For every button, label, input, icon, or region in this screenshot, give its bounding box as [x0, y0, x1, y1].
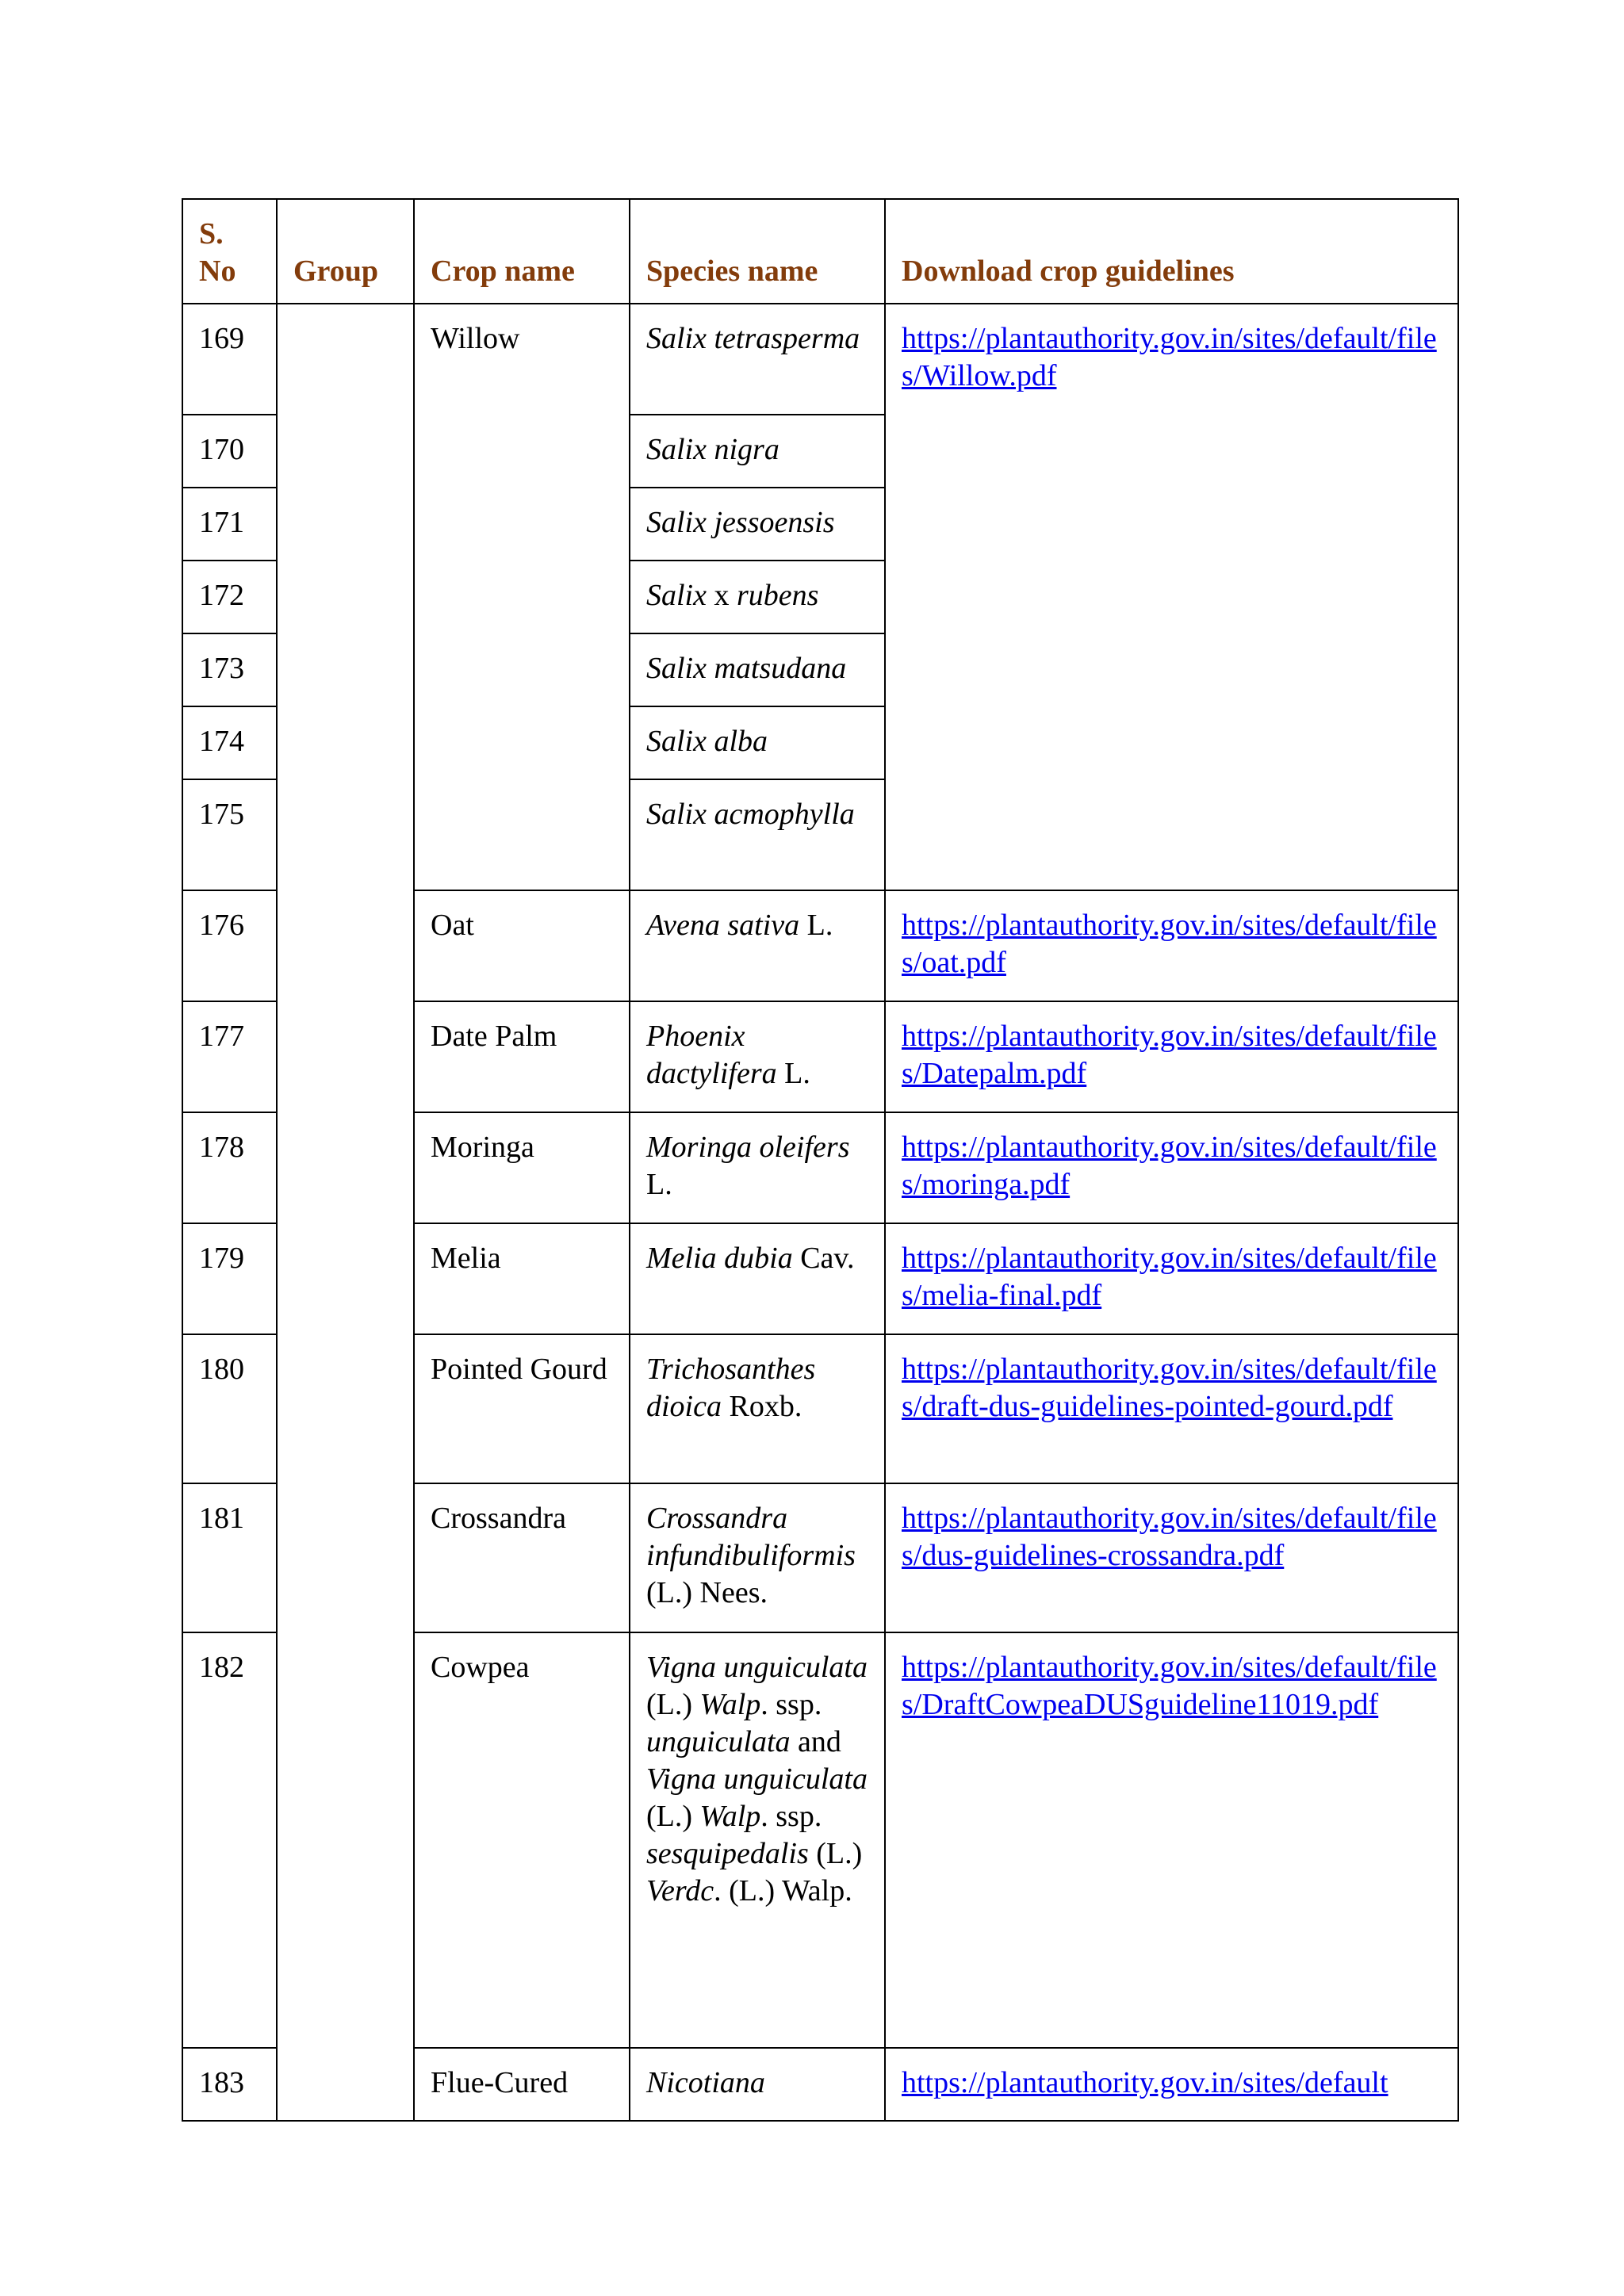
header-group: Group	[277, 199, 414, 304]
cell-sno: 181	[182, 1483, 277, 1632]
cell-species-name: Vigna unguiculata (L.) Walp. ssp. unguiculata and Vigna unguiculata (L.) Walp. ssp. sesquipedalis (L.) Verdc. (L.) Walp.	[630, 1632, 885, 2048]
cell-sno: 175	[182, 779, 277, 890]
cell-download-link	[885, 890, 1458, 1001]
cell-crop-name: Oat	[414, 890, 630, 1001]
cell-crop-name: Flue-Cured	[414, 2048, 630, 2121]
crop-guidelines-table	[182, 198, 1459, 2122]
cell-species-name: Salix x rubens	[630, 561, 885, 633]
cell-sno: 172	[182, 561, 277, 633]
cell-species-name: Moringa oleifers L.	[630, 1112, 885, 1223]
cell-sno: 183	[182, 2048, 277, 2121]
table-header-row	[182, 199, 1458, 304]
cell-download-link	[885, 1334, 1458, 1483]
cell-download-link	[885, 304, 1458, 890]
guideline-link[interactable]: https://plantauthority.gov.in/sites/default/files/moringa.pdf	[902, 1131, 1437, 1201]
cell-crop-name: Moringa	[414, 1112, 630, 1223]
cell-download-link	[885, 1632, 1458, 2048]
table-body	[182, 304, 1458, 2121]
cell-species-name: Salix nigra	[630, 415, 885, 488]
cell-sno: 180	[182, 1334, 277, 1483]
header-crop-name: Crop name	[414, 199, 630, 304]
guideline-link[interactable]: https://plantauthority.gov.in/sites/default/files/oat.pdf	[902, 909, 1437, 979]
cell-crop-name: Date Palm	[414, 1001, 630, 1112]
cell-download-link	[885, 1223, 1458, 1334]
cell-species-name: Salix tetrasperma	[630, 304, 885, 415]
cell-species-name: Salix matsudana	[630, 633, 885, 706]
cell-species-name: Nicotiana	[630, 2048, 885, 2121]
cell-species-name: Salix acmophylla	[630, 779, 885, 890]
guideline-link[interactable]: https://plantauthority.gov.in/sites/default/files/dus-guidelines-crossandra.pdf	[902, 1502, 1437, 1572]
cell-group	[277, 304, 414, 2121]
guideline-link[interactable]: https://plantauthority.gov.in/sites/default	[902, 2066, 1388, 2099]
cell-species-name: Melia dubia Cav.	[630, 1223, 885, 1334]
cell-sno: 176	[182, 890, 277, 1001]
cell-species-name: Avena sativa L.	[630, 890, 885, 1001]
cell-download-link	[885, 1483, 1458, 1632]
guideline-link[interactable]: https://plantauthority.gov.in/sites/default/files/melia-final.pdf	[902, 1242, 1437, 1312]
cell-sno: 169	[182, 304, 277, 415]
cell-sno: 178	[182, 1112, 277, 1223]
cell-crop-name: Cowpea	[414, 1632, 630, 2048]
cell-download-link	[885, 2048, 1458, 2121]
guideline-link[interactable]: https://plantauthority.gov.in/sites/default/files/DraftCowpeaDUSguideline11019.pdf	[902, 1651, 1437, 1721]
cell-species-name: Phoenix dactylifera L.	[630, 1001, 885, 1112]
cell-species-name: Salix jessoensis	[630, 488, 885, 561]
header-sno: S. No	[182, 199, 277, 304]
cell-sno: 177	[182, 1001, 277, 1112]
cell-download-link	[885, 1112, 1458, 1223]
cell-species-name: Salix alba	[630, 706, 885, 779]
cell-crop-name: Melia	[414, 1223, 630, 1334]
cell-sno: 173	[182, 633, 277, 706]
cell-sno: 170	[182, 415, 277, 488]
guideline-link[interactable]: https://plantauthority.gov.in/sites/default/files/draft-dus-guidelines-pointed-gourd.pdf	[902, 1353, 1437, 1423]
guideline-link[interactable]: https://plantauthority.gov.in/sites/default/files/Datepalm.pdf	[902, 1020, 1437, 1090]
header-download-guidelines: Download crop guidelines	[885, 199, 1458, 304]
cell-crop-name: Pointed Gourd	[414, 1334, 630, 1483]
cell-crop-name: Crossandra	[414, 1483, 630, 1632]
cell-sno: 179	[182, 1223, 277, 1334]
cell-crop-name: Willow	[414, 304, 630, 890]
header-species-name: Species name	[630, 199, 885, 304]
cell-sno: 182	[182, 1632, 277, 2048]
cell-sno: 174	[182, 706, 277, 779]
cell-sno: 171	[182, 488, 277, 561]
cell-species-name: Crossandra infundibuliformis (L.) Nees.	[630, 1483, 885, 1632]
table-row	[182, 304, 1458, 415]
cell-download-link	[885, 1001, 1458, 1112]
cell-species-name: Trichosanthes dioica Roxb.	[630, 1334, 885, 1483]
guideline-link[interactable]: https://plantauthority.gov.in/sites/default/files/Willow.pdf	[902, 322, 1437, 392]
